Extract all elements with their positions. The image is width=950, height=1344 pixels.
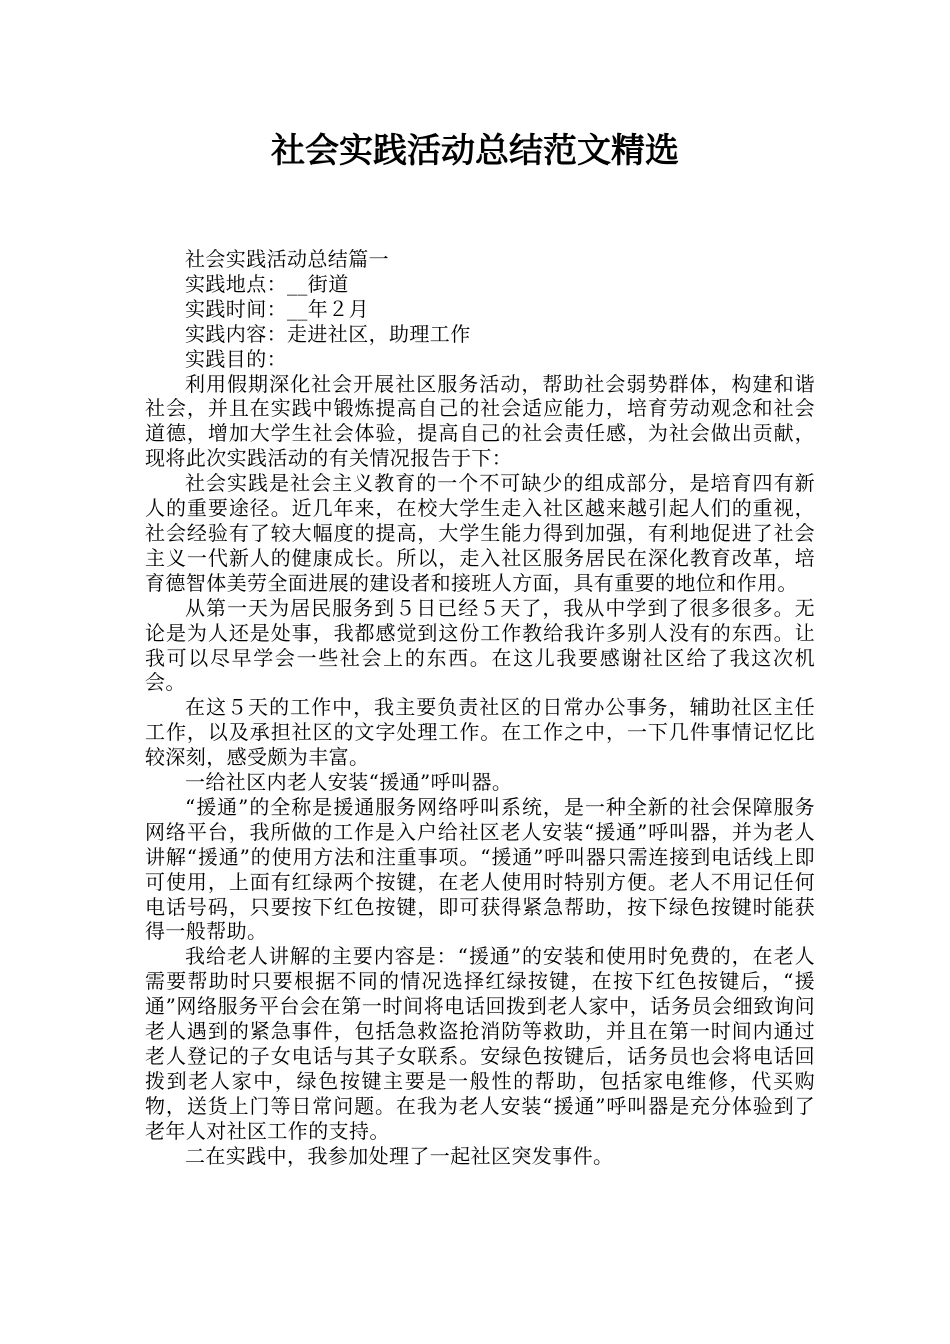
paragraph: 从第一天为居民服务到５日已经５天了，我从中学到了很多很多。无论是为人还是处事，我都感觉到这份工作教给我许多别人没有的东西。让我可以尽早学会一些社会上的东西。在这儿我要感谢社区给了我这次机会。: [145, 595, 815, 695]
paragraph: 在这５天的工作中，我主要负责社区的日常办公事务，辅助社区主任工作，以及承担社区的文字处理工作。在工作之中，一下几件事情记忆比较深刻，感受颇为丰富。: [145, 695, 815, 770]
paragraph: 实践内容：走进社区，助理工作: [185, 321, 471, 346]
paragraph: 实践目的：: [185, 346, 287, 371]
document-body: [145, 247, 815, 1169]
paragraph: 实践时间：__年２月: [185, 296, 369, 321]
paragraph: 二在实践中，我参加处理了一起社区突发事件。: [185, 1143, 614, 1168]
paragraph: 利用假期深化社会开展社区服务活动，帮助社会弱势群体，构建和谐社会，并且在实践中锻炼提高自己的社会适应能力，培育劳动观念和社会道德，增加大学生社会体验，提高自己的社会责任感，为社会做出贡献，现将此次实践活动的有关情况报告于下：: [145, 371, 815, 471]
paragraph: 实践地点：__街道: [185, 271, 349, 296]
paragraph: “援通”的全称是援通服务网络呼叫系统，是一种全新的社会保障服务网络平台，我所做的工作是入户给社区老人安装“援通”呼叫器，并为老人讲解“援通”的使用方法和注重事项。“援通”呼叫器只需连接到电话线上即可使用，上面有红绿两个按键，在老人使用时特别方便。老人不用记任何电话号码，只要按下红色按键，即可获得紧急帮助，按下绿色按键时能获得一般帮助。: [145, 794, 815, 944]
paragraph: 我给老人讲解的主要内容是：“援通”的安装和使用时免费的，在老人需要帮助时只要根据不同的情况选择红绿按键，在按下红色按键后，“援通”网络服务平台会在第一时间将电话回拨到老人家中，话务员会细致询问老人遇到的紧急事件，包括急救盗抢消防等救助，并且在第一时间内通过老人登记的子女电话与其子女联系。安绿色按键后，话务员也会将电话回拨到老人家中，绿色按键主要是一般性的帮助，包括家电维修，代买购物，送货上门等日常问题。在我为老人安装“援通”呼叫器是充分体验到了老年人对社区工作的支持。: [145, 944, 815, 1143]
paragraph: 一给社区内老人安装“援通”呼叫器。: [185, 770, 513, 795]
paragraph: 社会实践是社会主义教育的一个不可缺少的组成部分，是培育四有新人的重要途径。近几年来，在校大学生走入社区越来越引起人们的重视，社会经验有了较大幅度的提高，大学生能力得到加强，有利地促进了社会主义一代新人的健康成长。所以，走入社区服务居民在深化教育改革，培育德智体美劳全面进展的建设者和接班人方面，具有重要的地位和作用。: [145, 471, 815, 595]
paragraph: 社会实践活动总结篇一: [185, 247, 389, 271]
document-title: 社会实践活动总结范文精选: [271, 131, 679, 171]
